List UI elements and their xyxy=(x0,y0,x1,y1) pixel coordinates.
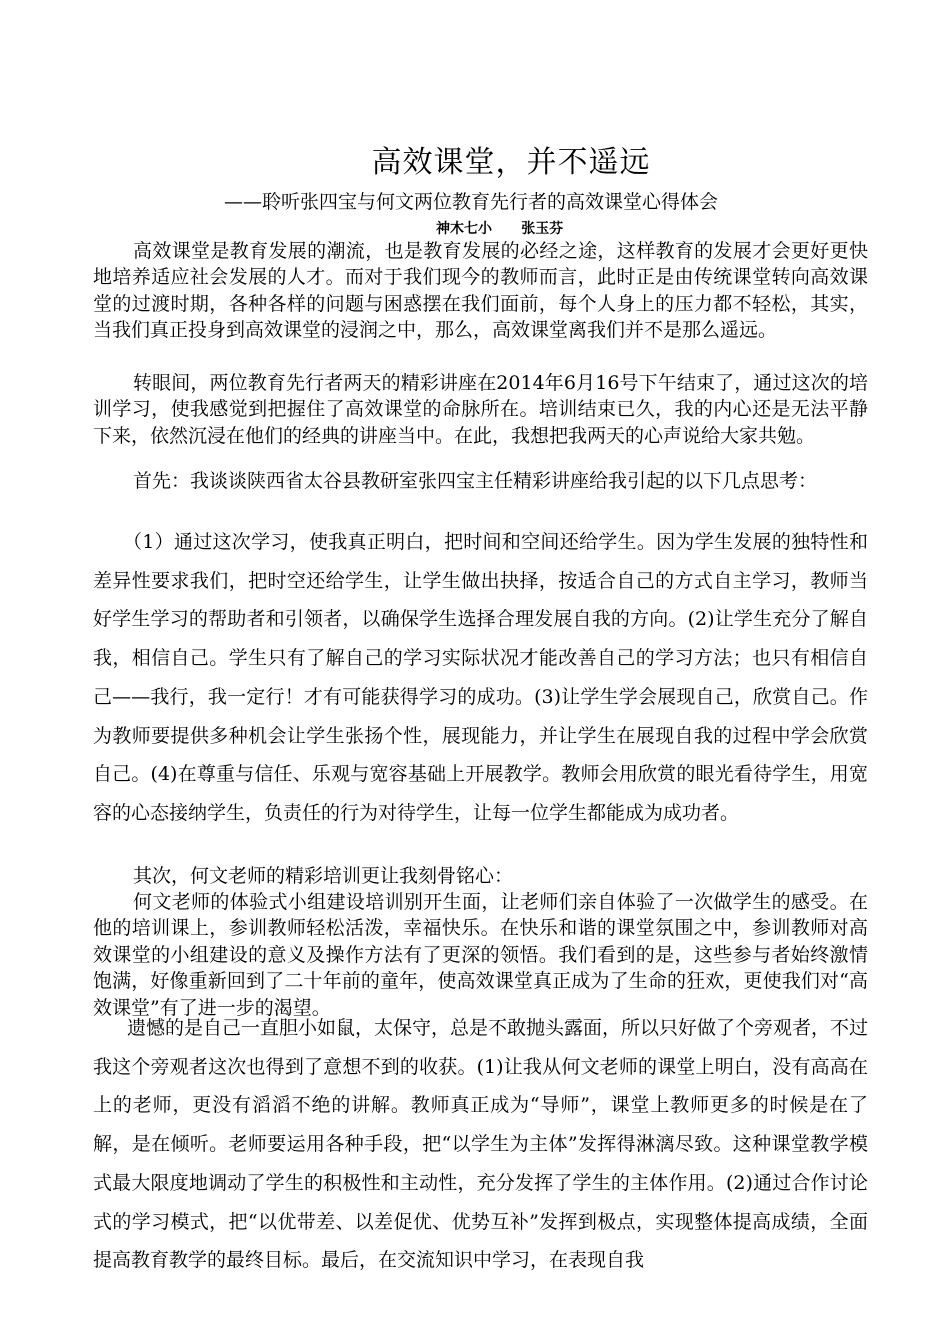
paragraph-zhang-thoughts: （1）通过这次学习，使我真正明白，把时间和空间还给学生。因为学生发展的独特性和差异性要求我们，把时空还给学生，让学生做出抉择，按适合自己的方式自主学习，教师当好学生学习的帮助者和引领者，以确保学生选择合理发展自我的方向。(2)让学生充分了解自我，相信自己。学生只有了解自己的学习实际状况才能改善自己的学习方法；也只有相信自己——我行，我一定行！才有可能获得学习的成功。(3)让学生学会展现自己，欣赏自己。作为教师要提供多种机会让学生张扬个性，展现能力，并让学生在展现自我的过程中学会欣赏自己。(4)在尊重与信任、乐观与宽容基础上开展教学。教师会用欣赏的眼光看待学生，用宽容的心态接纳学生，负责任的行为对待学生，让每一位学生都能成为成功者。 xyxy=(93,531,868,824)
document-subtitle: ——聆听张四宝与何文两位教育先行者的高效课堂心得体会 xyxy=(224,191,719,213)
document-title: 高效课堂，并不遥远 xyxy=(371,145,651,180)
author-line: 神木七小 张玉芬 xyxy=(436,221,564,237)
paragraph-regret: 遗憾的是自己一直胆小如鼠，太保守，总是不敢抛头露面，所以只好做了个旁观者，不过我这个旁观者这次也得到了意想不到的收获。(1)让我从何文老师的课堂上明白，没有高高在上的老师，更没有滔滔不绝的讲解。教师真正成为“导师”，课堂上教师更多的时候是在了解，是在倾听。老师要运用各种手段，把“以学生为主体”发挥得淋漓尽致。这种课堂教学模式最大限度地调动了学生的积极性和主动性，充分发挥了学生的主体作用。(2)通过合作讨论式的学习模式，把“以优带差、以差促优、优势互补”发挥到极点，实现整体提高成绩，全面提高教育教学的最终目标。最后，在交流知识中学习，在表现自我 xyxy=(93,1017,869,1272)
paragraph-intro: 高效课堂是教育发展的潮流，也是教育发展的必经之途，这样教育的发展才会更好更快地培养适应社会发展的人才。而对于我们现今的教师而言，此时正是由传统课堂转向高效课堂的过渡时期，各种各样的问题与困惑摆在我们面前，每个人身上的压力都不轻松，其实，当我们真正投身到高效课堂的浸润之中，那么，高效课堂离我们并不是那么遥远。 xyxy=(93,240,868,342)
paragraph-he-training: 何文老师的体验式小组建设培训别开生面，让老师们亲自体验了一次做学生的感受。在他的培训课上，参训教师轻松活泼，幸福快乐。在快乐和谐的课堂氛围之中，参训教师对高效课堂的小组建设的意义及操作方法有了更深的领悟。我们看到的是，这些参与者始终激情饱满，好像重新回到了二十年前的童年，使高效课堂真正成为了生命的狂欢，更使我们对“高效课堂”有了进一步的渴望。 xyxy=(93,891,868,1019)
paragraph-second-point: 其次，何文老师的精彩培训更让我刻骨铭心： xyxy=(133,865,514,887)
paragraph-transition: 转眼间，两位教育先行者两天的精彩讲座在2014年6月16号下午结束了，通过这次的培训学习，使我感觉到把握住了高效课堂的命脉所在。培训结束已久，我的内心还是无法平静下来，依然沉浸在他们的经典的讲座当中。在此，我想把我两天的心声说给大家共勉。 xyxy=(93,372,868,447)
paragraph-first-point: 首先：我谈谈陕西省太谷县教研室张四宝主任精彩讲座给我引起的以下几点思考： xyxy=(133,470,818,492)
